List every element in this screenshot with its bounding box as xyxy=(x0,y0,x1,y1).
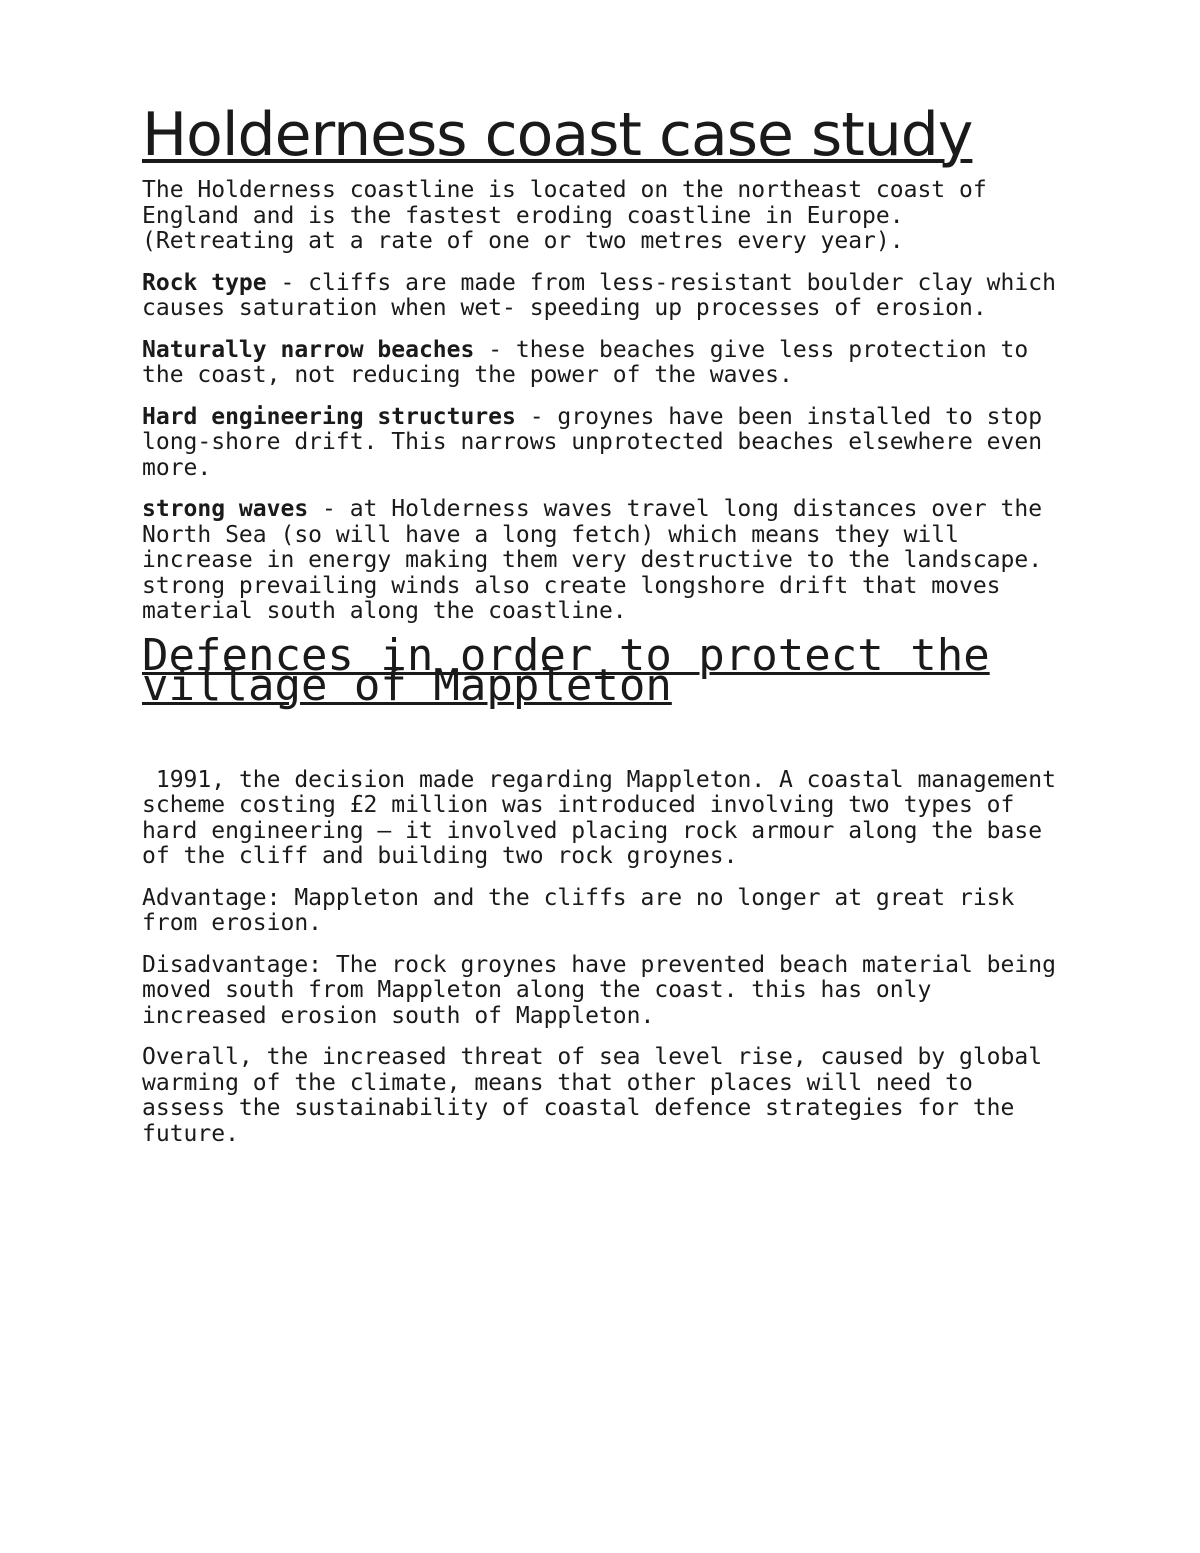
document-title: Holderness coast case study xyxy=(142,100,973,170)
factor-narrow-beaches xyxy=(142,338,1062,389)
factor-rock-type xyxy=(142,271,1062,322)
intro-paragraph: The Holderness coastline is located on the northeast coast of England and is the fastest eroding coastline in Europe. (Retreating at a rate of one or two metres every year). xyxy=(142,177,987,254)
defences-paragraph-1991: 1991, the decision made regarding Mappleton. A coastal management scheme costing £2 million was introduced involving two types of hard engineering – it involved placing rock armour along the base of the cliff and building two rock groynes. xyxy=(142,766,1070,869)
factor-text: - groynes have been installed to stop long-shore drift. This narrows unprotected beaches elsewhere even more. xyxy=(142,403,1043,481)
factor-text: - at Holderness waves travel long distances over the North Sea (so will have a long fetch) which means they will increase in energy making them very destructive to the landscape. strong prevailing winds also create longshore drift that moves material south along the coastline. xyxy=(142,496,1043,624)
defences-overall: Overall, the increased threat of sea level rise, caused by global warming of the climate, means that other places will need to assess the sustainability of coastal defence strategies for the future. xyxy=(142,1044,1043,1147)
defences-advantage: Advantage: Mappleton and the cliffs are no longer at great risk from erosion. xyxy=(142,884,1015,936)
defences-heading: Defences in order to protect the village of Mappleton xyxy=(142,629,990,711)
factor-text: - cliffs are made from less-resistant boulder clay which causes saturation when wet- speeding up processes of erosion. xyxy=(142,269,1056,321)
factor-label: strong waves xyxy=(142,496,309,522)
document-page xyxy=(142,100,1070,1147)
factor-label: Naturally narrow beaches xyxy=(142,336,475,363)
factor-text: - these beaches give less protection to the coast, not reducing the power of the waves. xyxy=(142,336,1029,388)
factor-strong-waves xyxy=(142,497,1062,625)
factor-label: Rock type xyxy=(142,269,267,296)
factor-label: Hard engineering structures xyxy=(142,403,516,430)
factor-hard-engineering xyxy=(142,405,1062,482)
defences-disadvantage: Disadvantage: The rock groynes have prevented beach material being moved south from Mappleton along the coast. this has only increased erosion south of Mappleton. xyxy=(142,951,1056,1029)
